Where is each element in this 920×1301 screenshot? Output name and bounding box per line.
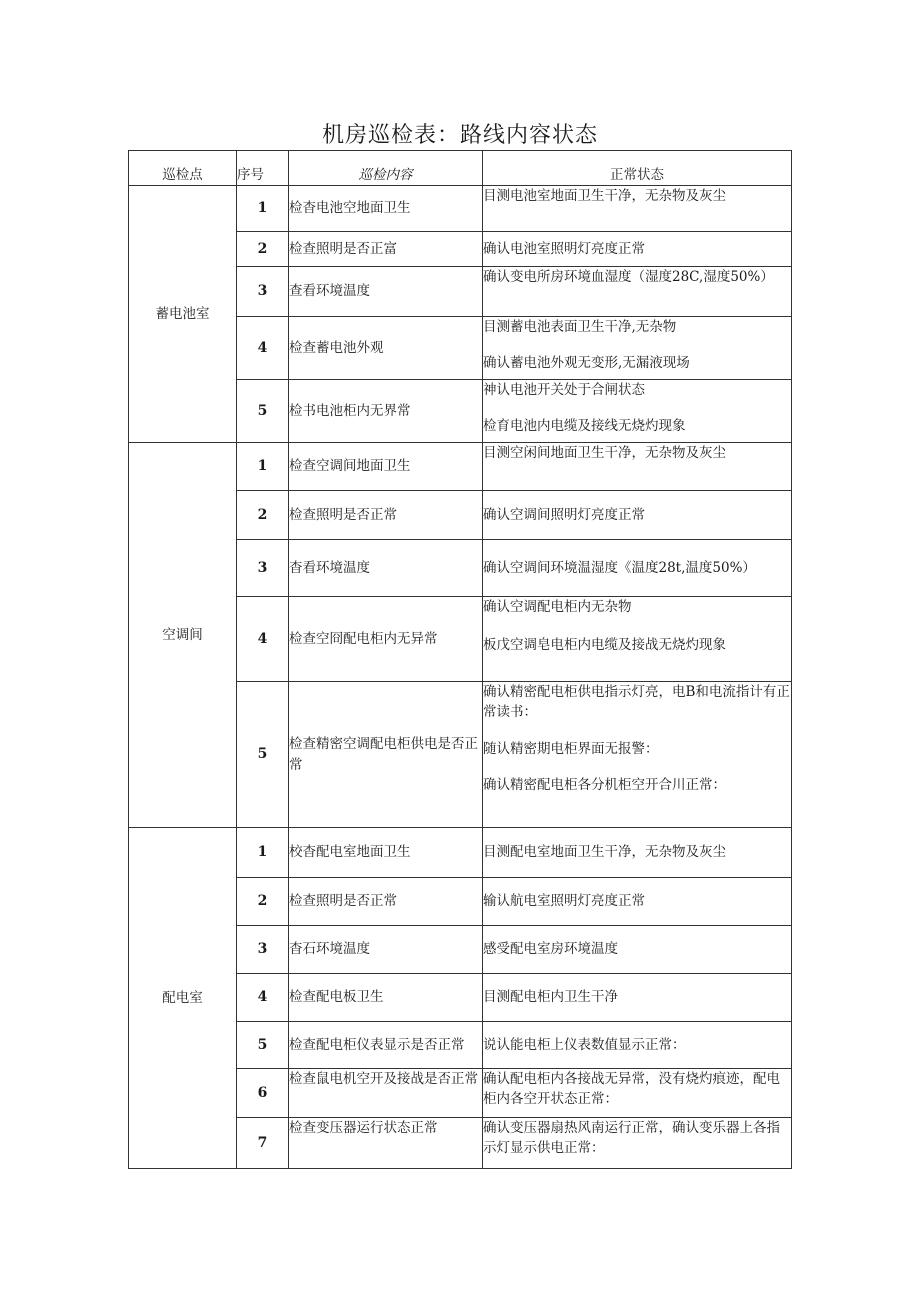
row-content: 检查空调间地面卫生 xyxy=(289,443,483,491)
row-status xyxy=(483,926,792,974)
status-line: 神认电池开关处于合闸状态 xyxy=(483,382,645,398)
row-seq: 2 xyxy=(237,491,289,540)
row-status xyxy=(483,540,792,597)
header-seq: 序号 xyxy=(237,151,289,186)
status-line: 目测蓄电池表面卫生干净,无杂物 xyxy=(483,319,677,335)
row-status xyxy=(483,974,792,1022)
row-content: 检查照明是否正常 xyxy=(289,491,483,540)
status-line: 确认精密配电柜各分机柜空开合川正常： xyxy=(483,776,726,793)
status-line: 确认空调间环境温湿度《温度28t,温度50%） xyxy=(483,559,756,576)
row-content: 检书电池柜内无界常 xyxy=(289,380,483,443)
row-seq: 1 xyxy=(237,186,289,232)
status-line: 输认航电室照明灯亮度正常 xyxy=(483,893,645,910)
row-content: 检查精密空调配电柜供电是否正常 xyxy=(289,682,483,828)
row-seq: 3 xyxy=(237,540,289,597)
status-line: 确认蓄电池外观无变形,无漏液现场 xyxy=(483,355,690,372)
row-content: 查看环境温度 xyxy=(289,267,483,317)
row-seq: 6 xyxy=(237,1069,289,1118)
header-point: 巡检点 xyxy=(129,151,237,186)
status-line: 目测配电室地面卫生干净，无杂物及灰尘 xyxy=(483,844,726,861)
row-seq: 4 xyxy=(237,317,289,380)
row-content: 检查配电柜仪表显示是否正常 xyxy=(289,1022,483,1069)
row-seq: 2 xyxy=(237,878,289,926)
table-row xyxy=(129,828,792,878)
row-status xyxy=(483,232,792,267)
row-status xyxy=(483,682,792,828)
row-seq: 2 xyxy=(237,232,289,267)
row-seq: 3 xyxy=(237,267,289,317)
row-status xyxy=(483,1022,792,1069)
row-status xyxy=(483,267,792,317)
row-content: 检查蓄电池外观 xyxy=(289,317,483,380)
status-line: 检育电池内电缆及接线无烧灼现象 xyxy=(483,418,686,435)
status-line: 板戊空调皂电柜内电缆及接战无烧灼现象 xyxy=(483,637,726,654)
row-status xyxy=(483,1069,792,1118)
row-status xyxy=(483,828,792,878)
row-content: 杳石环境温度 xyxy=(289,926,483,974)
header-row xyxy=(129,151,792,186)
group-name-power-room: 配电室 xyxy=(129,828,237,1169)
status-line: 确认变电所房环境血湿度（湿度28C,湿度50%） xyxy=(483,269,774,285)
row-status xyxy=(483,317,792,380)
status-line: 感受配电室房环境温度 xyxy=(483,941,618,958)
status-line: 确认精密配电柜供电指示灯亮，电B和电流指计有正常读书： xyxy=(483,684,790,721)
row-status xyxy=(483,597,792,682)
header-status: 正常状态 xyxy=(483,151,792,186)
status-line: 确认电池室照明灯亮度正常 xyxy=(483,240,645,257)
header-content: 巡检内容 xyxy=(289,151,483,186)
row-seq: 5 xyxy=(237,682,289,828)
status-line: 确认配电柜内各接战无异常，没有烧灼痕迹，配电柜内各空开状态正常： xyxy=(483,1071,780,1108)
row-seq: 5 xyxy=(237,1022,289,1069)
row-status xyxy=(483,491,792,540)
row-seq: 1 xyxy=(237,828,289,878)
row-status xyxy=(483,443,792,491)
row-status xyxy=(483,878,792,926)
row-status xyxy=(483,186,792,232)
status-line: 说认能电柜上仪表数值显示正常： xyxy=(483,1036,686,1053)
row-content: 检查照明是否正富 xyxy=(289,232,483,267)
group-name-battery-room: 蓄电池室 xyxy=(129,186,237,443)
inspection-table xyxy=(128,150,792,1169)
row-content: 校杳配电室地面卫生 xyxy=(289,828,483,878)
row-content: 检查照明是否正常 xyxy=(289,878,483,926)
status-line: 确认变压器扇热风南运行正常，确认变乐器上各指示灯显示供电正常： xyxy=(483,1120,780,1157)
row-seq: 3 xyxy=(237,926,289,974)
status-line: 确认空调配电柜内无杂物 xyxy=(483,599,632,615)
row-status xyxy=(483,380,792,443)
row-content: 检查配电板卫生 xyxy=(289,974,483,1022)
row-content: 检杳电池空地面卫生 xyxy=(289,186,483,232)
status-line: 随认精密期电柜界面无报警： xyxy=(483,740,659,757)
table-row xyxy=(129,443,792,491)
row-content: 检查鼠电机空开及接战是否正常 xyxy=(289,1069,483,1118)
row-seq: 5 xyxy=(237,380,289,443)
row-content: 检查空冏配电柜内无异常 xyxy=(289,597,483,682)
status-line: 目测配电柜内卫生干净 xyxy=(483,989,618,1006)
row-content: 检查变压器运行状态正常 xyxy=(289,1118,483,1169)
row-seq: 4 xyxy=(237,597,289,682)
status-line: 目测电池室地面卫生干净，无杂物及灰尘 xyxy=(483,188,726,204)
row-content: 杳看环境温度 xyxy=(289,540,483,597)
status-line: 目测空闲间地面卫生干净，无杂物及灰尘 xyxy=(483,445,726,461)
row-seq: 1 xyxy=(237,443,289,491)
page-title: 机房巡检表：路线内容状态 xyxy=(321,123,598,148)
table-row xyxy=(129,186,792,232)
row-seq: 7 xyxy=(237,1118,289,1169)
status-line: 确认空调间照明灯亮度正常 xyxy=(483,506,645,523)
group-name-ac-room: 空调间 xyxy=(129,443,237,828)
row-status xyxy=(483,1118,792,1169)
row-seq: 4 xyxy=(237,974,289,1022)
